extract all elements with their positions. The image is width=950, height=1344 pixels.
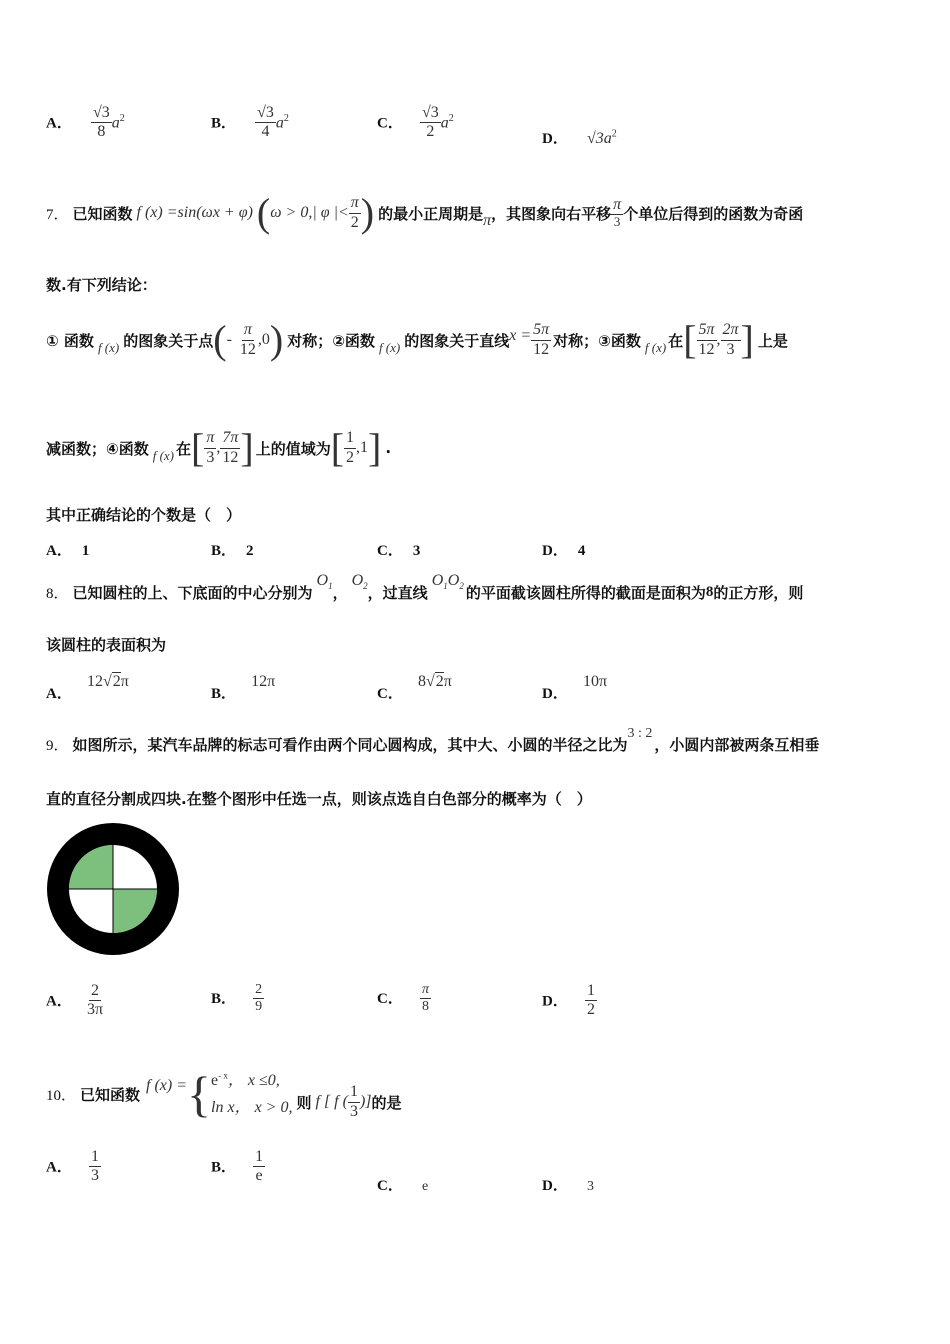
q9-option-a[interactable]: A． $\frac{2}{3\pi}$ [46, 982, 104, 1019]
q7-conclusions-line2: 减函数；④函数 f (x) 在 [ $\frac{\pi}{3}$ , $\frac{7\pi}{12}$ ] 上的值域为 [ $\frac{1}{2}$ ,1 ] . [46, 425, 392, 470]
q6-option-c[interactable]: C． $\frac{√3}{2}$ $a^2$ [377, 104, 454, 141]
fraction: $\frac{1}{2}$ [346, 429, 355, 466]
q9-stem-line1: 9． 如图所示，某汽车品牌的标志可看作由两个同心圆构成，其中大、小圆的半径之比为 3 : 2 ，小圆内部被两条互相垂 [46, 726, 820, 754]
q9-option-b[interactable]: B． $\frac{2}{9}$ [211, 982, 263, 1015]
q6-option-d[interactable]: D． $√3a^2$ [542, 128, 617, 147]
fraction: $\frac{\pi}{2}$ [350, 194, 359, 231]
q10-option-b[interactable]: B． $\frac{1}{e}$ [211, 1148, 264, 1185]
q8-option-a[interactable]: A． 12√2π [46, 673, 129, 702]
fraction: $\frac{1}{3}$ [90, 1148, 99, 1185]
q7-question: 其中正确结论的个数是（ ） [46, 506, 242, 524]
q10-option-a[interactable]: A． $\frac{1}{3}$ [46, 1148, 99, 1185]
fraction: $\frac{5\pi}{12}$ [533, 321, 550, 358]
fraction: $\frac{1}{e}$ [255, 1148, 264, 1185]
fraction: $\frac{√3}{2}$ [421, 104, 439, 141]
question-number: 8． [46, 585, 69, 602]
q8-option-d[interactable]: D． 10π [542, 673, 608, 702]
fraction: $\frac{2\pi}{3}$ [722, 321, 739, 358]
fraction: $\frac{2}{9}$ [255, 982, 263, 1015]
q9-stem-line2: 直的直径分割成四块.在整个图形中任选一点，则该点选自白色部分的概率为（ ） [46, 790, 592, 808]
q6-option-a[interactable]: A． $\frac{√3}{8}$ $a^2$ [46, 104, 125, 141]
q8-stem-line1: 8． 已知圆柱的上、下底面的中心分别为 $O_1$ ， $O_2$ ，过直线 $O_1O_2$ 的平面截该圆柱所得的截面是面积为 8 的正方形，则 [46, 572, 804, 602]
fraction: $\frac{\pi}{3}$ [613, 195, 622, 230]
option-label: C． [377, 115, 403, 132]
q7-option-d[interactable]: D． 4 [542, 543, 586, 559]
fraction: $\frac{7\pi}{12}$ [222, 429, 239, 466]
piecewise-cases: $e^{- x}$， x ≤0, ln x， x > 0, [211, 1070, 293, 1116]
q8-option-b[interactable]: B． 12π [211, 673, 276, 702]
option-label: B． [211, 115, 237, 132]
fraction: $\frac{\pi}{12}$ [239, 321, 256, 358]
fraction: $\frac{2}{3\pi}$ [86, 982, 104, 1019]
question-number: 7． [46, 206, 69, 223]
q10-option-d[interactable]: D． 3 [542, 1178, 594, 1194]
q7-option-b[interactable]: B． 2 [211, 543, 254, 559]
q7-option-a[interactable]: A． 1 [46, 543, 90, 559]
fraction: $\frac{√3}{8}$ [92, 104, 110, 141]
fraction: $\frac{1}{3}$ [349, 1083, 358, 1120]
q7-stem-line1: 7． 已知函数 f (x) =sin(ωx + φ) ( ω > 0,| φ |< $\frac{\pi}{2}$ ) 的最小正周期是 π ，其图象向右平移 $\frac{\pi}{3}$ 个单位后得到的函数为奇函 [46, 190, 804, 235]
q7-option-c[interactable]: C． 3 [377, 543, 421, 559]
q8-stem-line2: 该圆柱的表面积为 [46, 636, 167, 654]
fraction: $\frac{\pi}{3}$ [206, 429, 215, 466]
q10-stem: 10． 已知函数 f (x) = { $e^{- x}$， x ≤0, ln x， x > 0, 则 f [ f ( $\frac{1}{3}$ )] 的是 [46, 1066, 402, 1122]
fraction: $\frac{√3}{4}$ [257, 104, 274, 141]
q7-conclusions-line1: ① 函数 f (x) 的图象关于点 ( - $\frac{\pi}{12}$ ,0 ) 对称；②函数 f (x) 的图象关于直线 x = $\frac{5\pi}{12}$ 对称；③函数 f (x) 在 [ $\frac{5\pi}{12}$ , $\frac{2\pi}{3}$ ] 上是 [46, 317, 788, 362]
fraction: $\frac{5\pi}{12}$ [698, 321, 715, 358]
q7-stem-line2: 数.有下列结论： [46, 276, 157, 294]
question-number: 9． [46, 737, 69, 754]
question-number: 10． [46, 1087, 77, 1104]
q6-option-b[interactable]: B． $\frac{√3}{4}$ $a^2$ [211, 104, 289, 141]
function-expression: f (x) =sin(ωx + φ) [136, 204, 253, 221]
q9-option-d[interactable]: D． $\frac{1}{2}$ [542, 982, 595, 1019]
concentric-circle-logo [46, 822, 180, 956]
q10-option-c[interactable]: C． e [377, 1178, 429, 1194]
option-label: D． [542, 131, 568, 147]
q8-option-c[interactable]: C． 8√2π [377, 673, 452, 702]
fraction: $\frac{\pi}{8}$ [421, 982, 429, 1015]
fraction: $\frac{1}{2}$ [586, 982, 595, 1019]
option-label: A． [46, 115, 72, 132]
q9-option-c[interactable]: C． $\frac{\pi}{8}$ [377, 982, 429, 1015]
